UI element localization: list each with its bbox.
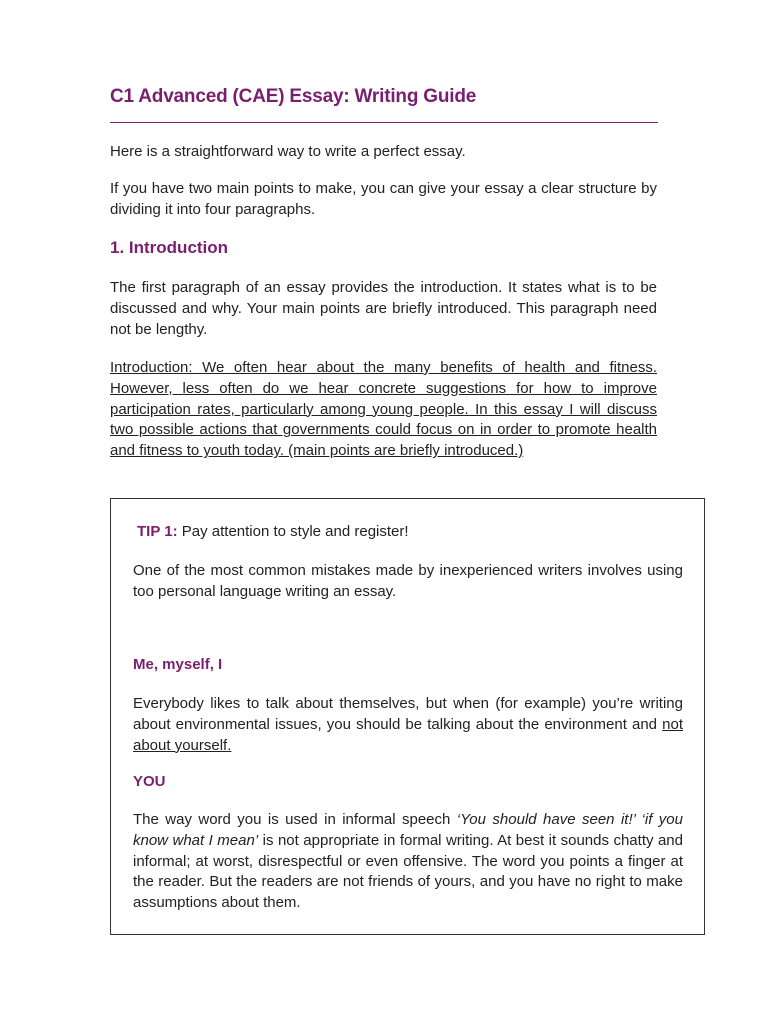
title-divider bbox=[110, 122, 658, 123]
tip-paragraph-2-text: Everybody likes to talk about themselves, but when (for example) you’re writing about environmental issues, you should be talking about the environment and bbox=[133, 695, 683, 733]
subheading-me-myself-i: Me, myself, I bbox=[133, 656, 223, 673]
tip-paragraph-3-text-a: The way word you is used in informal speech bbox=[133, 811, 457, 828]
tip-paragraph-3-quote: ‘You should have seen it!’ ‘if you know what I mean’ bbox=[133, 811, 683, 849]
tip-paragraph-2-underlined: not about yourself. bbox=[133, 715, 683, 754]
tip-paragraph-2 bbox=[133, 694, 683, 756]
tip-box bbox=[110, 498, 705, 935]
tip-title: Pay attention to style and register! bbox=[177, 523, 409, 540]
structure-paragraph: If you have two main points to make, you can give your essay a clear structure by dividing it into four paragraphs. bbox=[110, 180, 657, 218]
tip-label: TIP 1: bbox=[137, 523, 178, 540]
introduction-paragraph: The first paragraph of an essay provides the introduction. It states what is to be discussed and why. Your main points are briefly introduced. This paragraph need not be lengthy. bbox=[110, 279, 657, 338]
example-introduction: Introduction: We often hear about the many benefits of health and fitness. However, less often do we hear concrete suggestions for how to improve participation rates, particularly among young people. In this essay I will discuss two possible actions that governments could focus on in order to promote health and fitness to youth today. (main points are briefly introduced.) bbox=[110, 359, 657, 460]
tip-paragraph-3 bbox=[133, 810, 683, 914]
section-heading-introduction: 1. Introduction bbox=[110, 238, 229, 257]
tip-paragraph-1: One of the most common mistakes made by inexperienced writers involves using too personal language writing an essay. bbox=[133, 562, 683, 600]
tip-paragraph-3-text-b: is not appropriate in formal writing. At best it sounds chatty and informal; at worst, disrespectful or even offensive. The word you points a finger at the reader. But the readers are not friends of yours, and you have no right to make assumptions about them. bbox=[133, 831, 683, 912]
subheading-you: YOU bbox=[133, 773, 166, 790]
tip-heading bbox=[137, 522, 687, 543]
page-title: C1 Advanced (CAE) Essay: Writing Guide bbox=[110, 86, 477, 107]
intro-line: Here is a straightforward way to write a perfect essay. bbox=[110, 143, 466, 160]
